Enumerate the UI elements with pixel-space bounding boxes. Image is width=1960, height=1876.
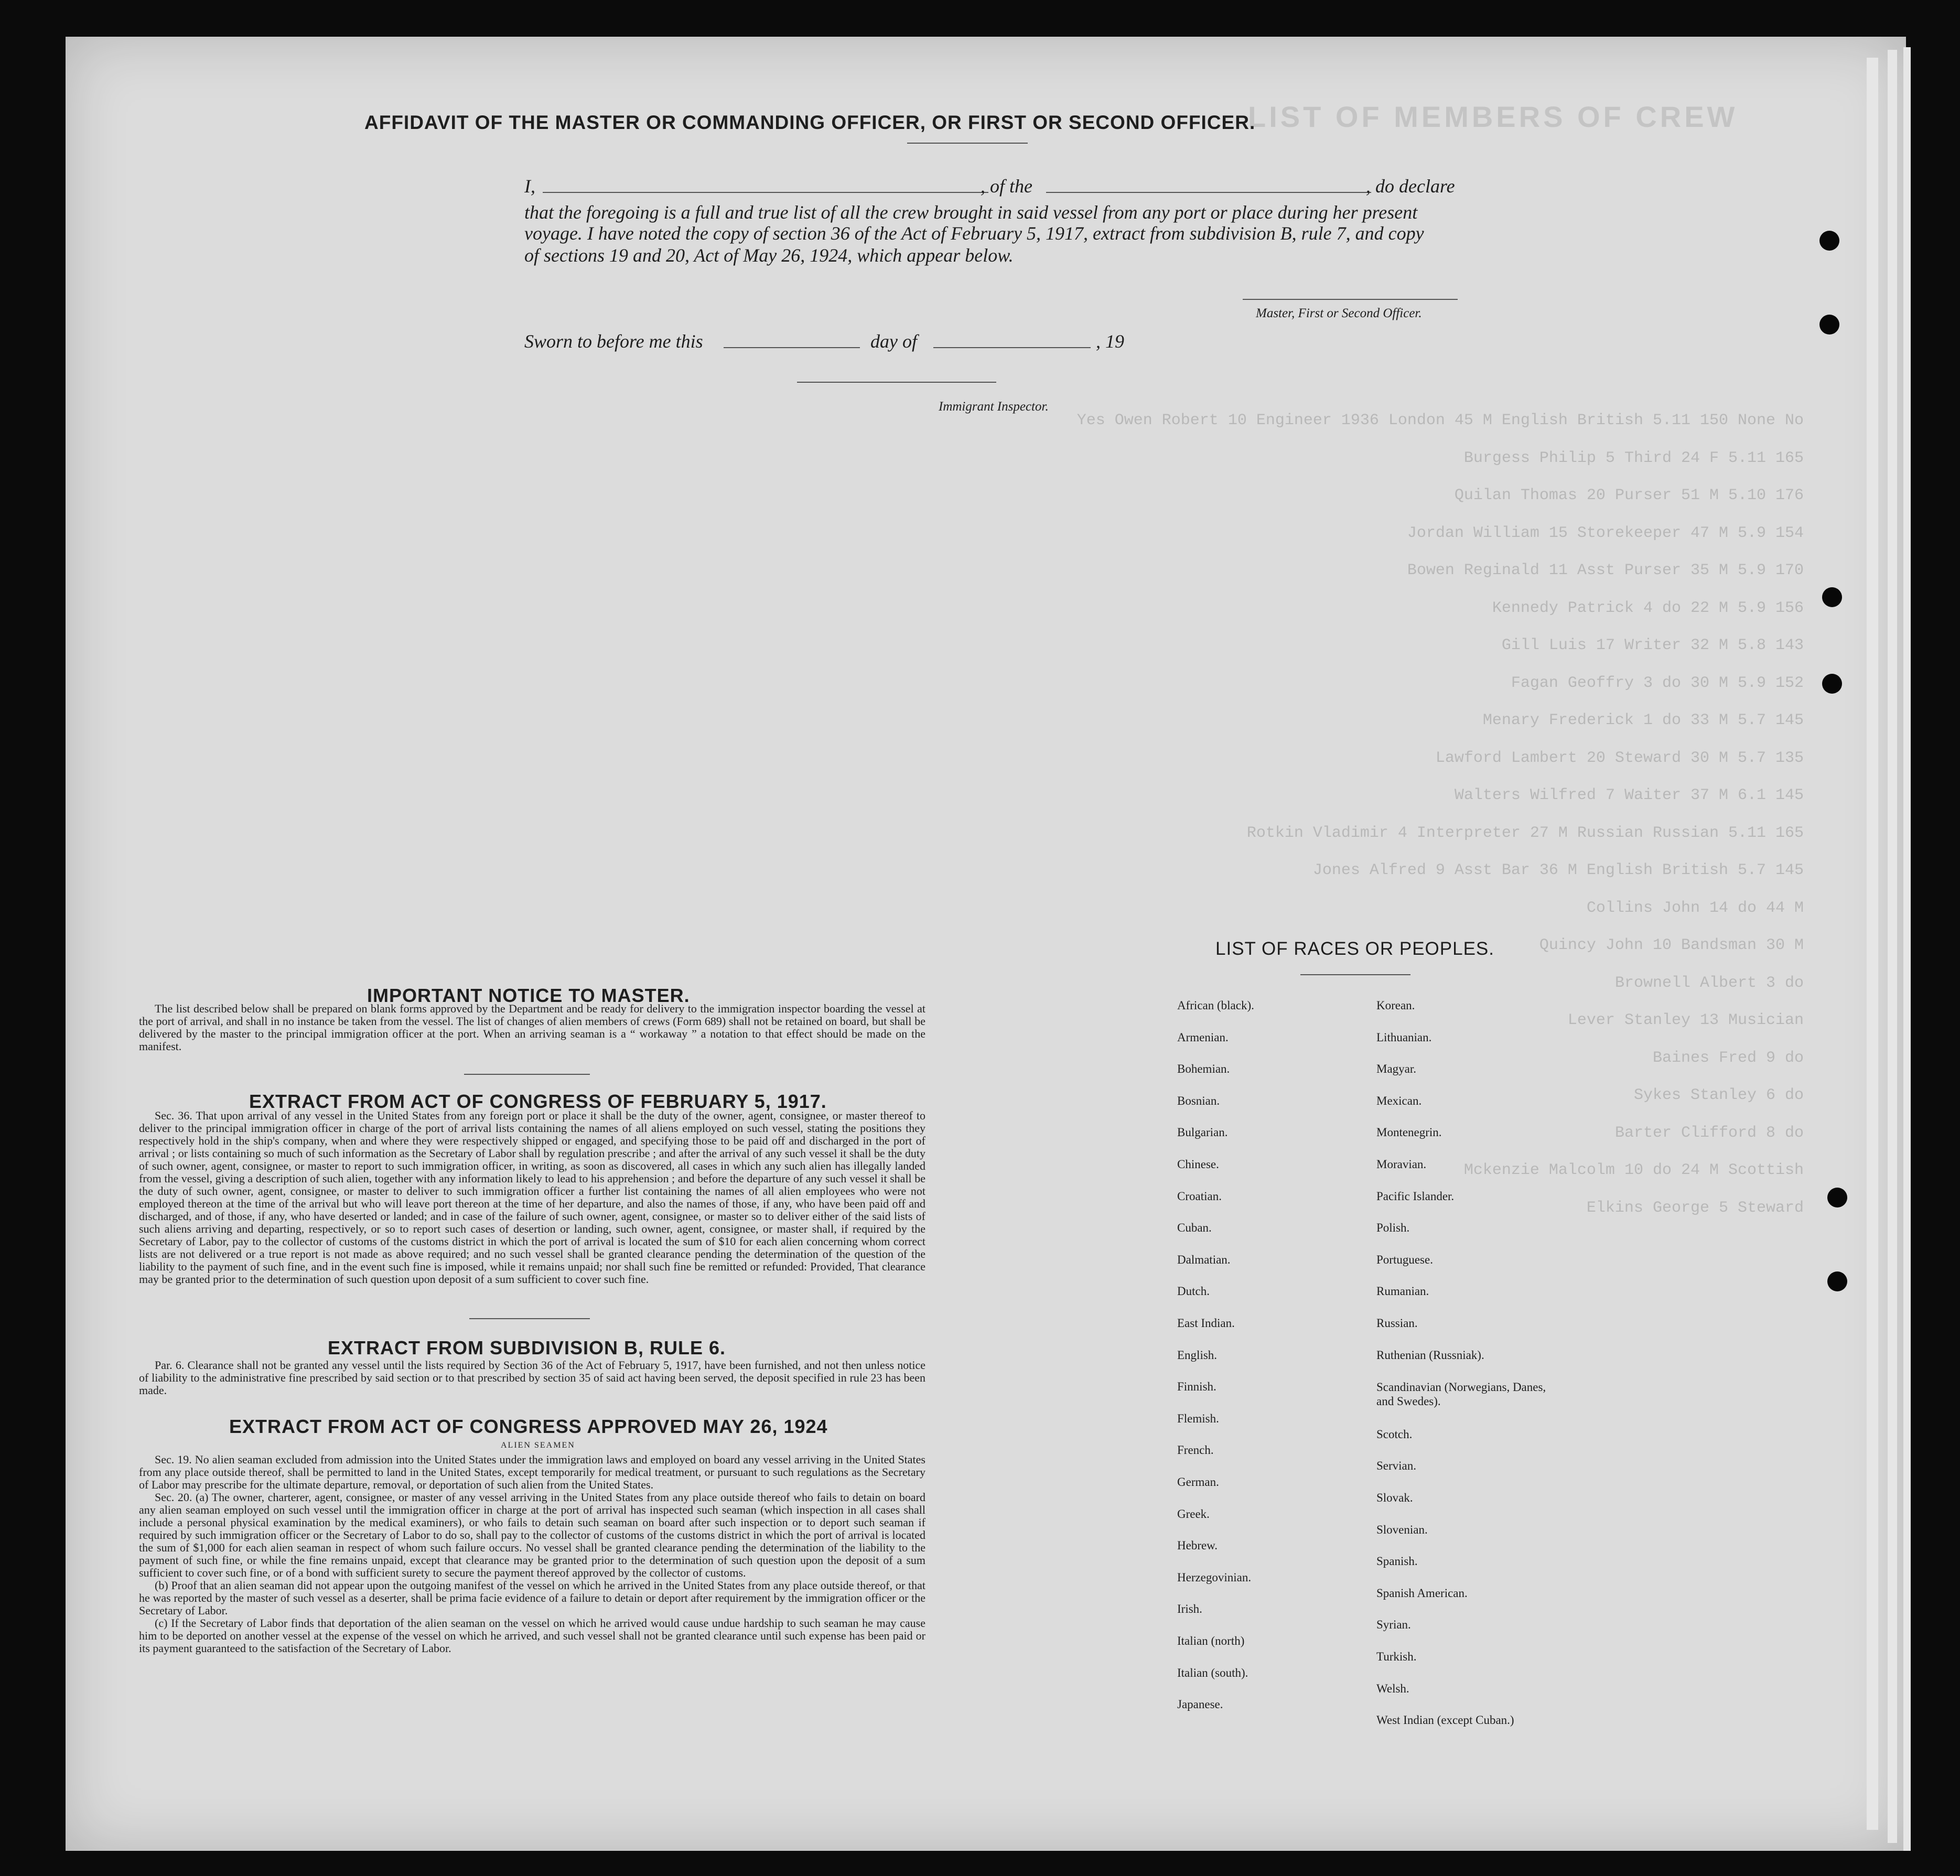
bleed-through-row: Quilan Thomas 20 Purser 51 M 5.10 176 <box>1454 487 1804 504</box>
race-item: Italian (north) <box>1177 1634 1245 1647</box>
affidavit-i-label: I, <box>524 176 535 197</box>
master-signature-line[interactable] <box>1243 299 1458 300</box>
race-item: Russian. <box>1376 1317 1418 1330</box>
bleed-through-row: Burgess Philip 5 Third 24 F 5.11 165 <box>1463 449 1804 467</box>
bleed-through-row: Yes Owen Robert 10 Engineer 1936 London 45 M English British 5.11 150 None No <box>1076 412 1804 429</box>
race-item: German. <box>1177 1475 1219 1489</box>
race-item: Scotch. <box>1376 1427 1413 1441</box>
affidavit-line-3: voyage. I have noted the copy of section 36 of the Act of February 5, 1917, extract from subdivision B, rule 7, and copy <box>524 223 1424 244</box>
race-item: Polish. <box>1376 1221 1410 1235</box>
affidavit-of-the-label: , of the <box>981 176 1032 197</box>
sworn-label: Sworn to before me this <box>524 331 703 352</box>
race-item: Japanese. <box>1177 1698 1223 1711</box>
races-title: LIST OF RACES OR PEOPLES. <box>1215 939 1495 959</box>
bleed-through-header: LIST OF MEMBERS OF CREW <box>1248 100 1738 133</box>
bleed-through-row: Rotkin Vladimir 4 Interpreter 27 M Russian Russian 5.11 165 <box>1246 824 1804 842</box>
bleed-through-row: Sykes Stanley 6 do <box>1633 1086 1804 1104</box>
affidavit-line-2: that the foregoing is a full and true list of all the crew brought in said vessel from any port or place during her present <box>524 202 1418 223</box>
notice-text <box>139 1002 925 1053</box>
bleed-through-row: Brownell Albert 3 do <box>1614 974 1804 992</box>
extract-1924-subtitle: ALIEN SEAMEN <box>501 1441 575 1450</box>
sec-20b-paragraph: (b) Proof that an alien seaman did not appear upon the outgoing manifest of the vessel on which he arrived in the United States from any place outside thereof, or that he was reported by the master of such vessel as a deserter, shall be prima facie evidence of a failure to detain or deport after requirement by the immigration officer or the Secretary of Labor. <box>139 1579 925 1617</box>
race-item: Moravian. <box>1376 1158 1427 1171</box>
race-item: Spanish American. <box>1376 1586 1468 1600</box>
bleed-through-row: Bowen Reginald 11 Asst Purser 35 M 5.9 170 <box>1407 562 1804 579</box>
race-item: West Indian (except Cuban.) <box>1376 1713 1514 1727</box>
race-item: Italian (south). <box>1177 1666 1248 1679</box>
bleed-through-row: Lever Stanley 13 Musician <box>1567 1011 1804 1029</box>
race-item: Pacific Islander. <box>1376 1189 1455 1203</box>
divider <box>907 143 1028 144</box>
rule-6-text <box>139 1359 925 1397</box>
rule-6-paragraph: Par. 6. Clearance shall not be granted any vessel until the lists required by Section 36 of the Act of February 5, 1917, have been furnished, and not then unless notice of liability to the administrative fine prescribed by said section or to that prescribed by section 35 of said act having been served, the deposit specified in rule 23 has been made. <box>139 1359 925 1397</box>
race-item: Portuguese. <box>1376 1253 1433 1266</box>
race-item: Irish. <box>1177 1602 1202 1616</box>
race-item: East Indian. <box>1177 1317 1235 1330</box>
race-item: French. <box>1177 1443 1214 1457</box>
race-item: Slovenian. <box>1376 1523 1428 1536</box>
race-item: Spanish. <box>1376 1555 1418 1568</box>
race-item: Turkish. <box>1376 1650 1417 1663</box>
sworn-day-field[interactable] <box>724 347 860 348</box>
sec-36-paragraph: Sec. 36. That upon arrival of any vessel in the United States from any foreign port or place it shall be the duty of the owner, agent, consignee, or master thereof to deliver to the principal immigration officer in charge of the port of arrival lists containing the names of all aliens employed on such vessel, stating the positions they respectively hold in the ship's company, when and where they were respectively shipped or engaged, and specifying those to be paid off and discharged in the port of arrival ; or lists containing so much of such information as the Secretary of Labor shall by regulation prescribe ; and after the arrival of any such vessel it shall be the duty of such owner, agent, consignee, or master to report to such immigration officer, in writing, as soon as discovered, all cases in which any such alien has illegally landed from the vessel, giving a description of such alien, together with any information likely to lead to his apprehension ; and before the departure of any such vessel it shall be the duty of such owner, agent, consignee, or master to deliver to such immigration officer a further list containing the names of all alien employees who were not employed thereon at the time of the arrival but who will leave port thereon at the time of her departure, and also the names of those, if any, who have been paid off and discharged, and of those, if any, who have deserted or landed; and in case of the failure of such owner, agent, consignee, or master so to deliver either of the said lists of such aliens arriving and departing, respectively, or so to report such cases of desertion or landing, such owner, agent, consignee, or master shall, if required by the Secretary of Labor, pay to the collector of customs of the customs district in which the port of arrival is located the sum of $10 for each alien concerning whom correct lists are not delivered or a true report is not made as above required; and no such vessel shall be granted clearance pending the determination of the question of the liability to the payment of such fine, and in the event such fine is imposed, while it remains unpaid; nor shall such fine be remitted or refunded: Provided, That clearance may be granted prior to the determination of such question upon deposit of a sum sufficient to cover such fine. <box>139 1109 925 1286</box>
race-item: Herzegovinian. <box>1177 1570 1252 1584</box>
inspector-label: Immigrant Inspector. <box>939 400 1049 414</box>
race-item: Flemish. <box>1177 1411 1219 1425</box>
race-item: Servian. <box>1376 1459 1417 1473</box>
bleed-through-row: Quincy John 10 Bandsman 30 M <box>1539 936 1804 954</box>
name-field[interactable] <box>543 192 988 193</box>
master-signature-label: Master, First or Second Officer. <box>1256 306 1422 320</box>
race-item: Scandinavian (Norwegians, Danes, and Swedes). <box>1376 1381 1546 1408</box>
page-edge <box>1867 58 1878 1830</box>
bleed-through-row: Kennedy Patrick 4 do 22 M 5.9 156 <box>1492 599 1804 617</box>
race-item: Cuban. <box>1177 1221 1212 1235</box>
bleed-through-row: Collins John 14 do 44 M <box>1586 899 1804 917</box>
bleed-through-row: Walters Wilfred 7 Waiter 37 M 6.1 145 <box>1454 786 1804 804</box>
vessel-field[interactable] <box>1046 192 1371 193</box>
affidavit-line-4: of sections 19 and 20, Act of May 26, 1924, which appear below. <box>524 245 1014 266</box>
race-item: Finnish. <box>1177 1380 1216 1394</box>
extract-1917-title: EXTRACT FROM ACT OF CONGRESS OF FEBRUARY 5, 1917. <box>249 1091 827 1112</box>
binder-hole <box>1819 231 1839 251</box>
race-item: Lithuanian. <box>1376 1030 1432 1044</box>
sec-20c-paragraph: (c) If the Secretary of Labor finds that deportation of the alien seaman on the vessel on which he arrived would cause undue hardship to such seaman he may cause him to be deported on another vessel at the expense of the vessel on which he arrived, and such vessel shall not be granted clearance until such expense has been paid or its payment guaranteed to the satisfaction of the Secretary of Labor. <box>139 1616 925 1655</box>
race-item: Syrian. <box>1376 1618 1411 1632</box>
bleed-through-row: Lawford Lambert 20 Steward 30 M 5.7 135 <box>1435 749 1804 767</box>
affidavit-declare-label: , do declare <box>1366 176 1455 197</box>
race-item: Mexican. <box>1376 1094 1422 1107</box>
extract-1924-text <box>139 1453 925 1655</box>
sworn-month-field[interactable] <box>933 347 1091 348</box>
race-item: Bosnian. <box>1177 1094 1220 1107</box>
race-item: African (black). <box>1177 999 1254 1012</box>
divider <box>1300 974 1410 975</box>
binder-hole <box>1827 1271 1847 1291</box>
extract-1924-title: EXTRACT FROM ACT OF CONGRESS APPROVED MAY 26, 1924 <box>229 1416 828 1437</box>
bleed-through-row: Menary Frederick 1 do 33 M 5.7 145 <box>1482 711 1804 729</box>
page-edge <box>1888 50 1897 1843</box>
notice-title: IMPORTANT NOTICE TO MASTER. <box>367 985 690 1006</box>
race-item: Bohemian. <box>1177 1062 1230 1076</box>
bleed-through-row: Fagan Geoffry 3 do 30 M 5.9 152 <box>1511 674 1804 692</box>
binder-hole <box>1827 1188 1847 1207</box>
race-item: Greek. <box>1177 1507 1210 1521</box>
binder-hole <box>1819 315 1839 335</box>
notice-paragraph: The list described below shall be prepared on blank forms approved by the Department and be ready for delivery to the immigration inspector boarding the vessel at the port of arrival, and shall in no instance be taken from the vessel. The list of changes of alien members of crews (Form 689) shall not be retained on board, but shall be delivered by the master to the principal immigration officer at the port. When an arriving seaman is a “ workaway ” a notation to that effect should be made on the manifest. <box>139 1002 925 1053</box>
divider <box>469 1318 590 1319</box>
race-item: Welsh. <box>1376 1681 1409 1695</box>
race-item: Dalmatian. <box>1177 1253 1231 1266</box>
binder-hole <box>1822 587 1842 607</box>
affidavit-title: AFFIDAVIT OF THE MASTER OR COMMANDING OFFICER, OR FIRST OR SECOND OFFICER. <box>364 112 1256 133</box>
bleed-through-row: Barter Clifford 8 do <box>1614 1124 1804 1142</box>
race-item: Montenegrin. <box>1376 1126 1442 1139</box>
race-item: Slovak. <box>1376 1491 1413 1504</box>
race-item: Ruthenian (Russniak). <box>1376 1348 1484 1362</box>
race-item: English. <box>1177 1348 1218 1362</box>
race-item: Rumanian. <box>1376 1285 1429 1298</box>
bleed-through-row: Mckenzie Malcolm 10 do 24 M Scottish <box>1463 1161 1804 1179</box>
rule-6-title: EXTRACT FROM SUBDIVISION B, RULE 6. <box>328 1337 726 1359</box>
bleed-through-row: Baines Fred 9 do <box>1652 1049 1804 1067</box>
day-of-label: day of <box>870 331 917 352</box>
race-item: Chinese. <box>1177 1158 1219 1171</box>
binder-hole <box>1822 674 1842 694</box>
bleed-through-row: Jordan William 15 Storekeeper 47 M 5.9 154 <box>1407 524 1804 542</box>
page-edge <box>1903 47 1911 1851</box>
race-item: Bulgarian. <box>1177 1126 1228 1139</box>
race-item: Korean. <box>1376 999 1415 1012</box>
bleed-through-row: Elkins George 5 Steward <box>1586 1199 1804 1217</box>
sec-20a-paragraph: Sec. 20. (a) The owner, charterer, agent, consignee, or master of any vessel arriving in the United States from any place outside thereof who fails to detain on board any alien seaman employed on such vessel until the immigration officer in charge at the port of arrival has inspected such seaman (which inspection in all cases shall include a personal physical examination by the medical examiners), or who fails to detain such seaman on board after such inspection or to deport such seaman if required by such immigration officer or the Secretary of Labor to do so, shall pay to the collector of customs of the customs district in which the port of arrival is located the sum of $1,000 for each alien seaman in respect of whom such failure occurs. No vessel shall be granted clearance pending the determination of the liability to the payment of such fine, or while the fine remains unpaid, except that clearance may be granted prior to the determination of such question upon the deposit of a sum sufficient to cover such fine, or of a bond with sufficient surety to secure the payment thereof approved by the collector of customs. <box>139 1491 925 1579</box>
race-item: Armenian. <box>1177 1030 1229 1044</box>
sec-19-paragraph: Sec. 19. No alien seaman excluded from admission into the United States under the immigration laws and employed on board any vessel arriving in the United States from any place outside thereof, shall be permitted to land in the United States, except temporarily for medical treatment, or pursuant to such regulations as the Secretary of Labor may prescribe for the ultimate departure, removal, or deportation of such alien from the United States. <box>139 1453 925 1491</box>
year-label: , 19 <box>1096 331 1124 352</box>
divider <box>464 1074 590 1075</box>
race-item: Croatian. <box>1177 1189 1222 1203</box>
race-item: Hebrew. <box>1177 1539 1218 1552</box>
bleed-through-row: Jones Alfred 9 Asst Bar 36 M English British 5.7 145 <box>1312 861 1804 879</box>
race-item: Magyar. <box>1376 1062 1417 1076</box>
extract-1917-text <box>139 1109 925 1286</box>
race-item: Dutch. <box>1177 1285 1210 1298</box>
inspector-signature-line[interactable] <box>797 382 996 383</box>
bleed-through-row: Gill Luis 17 Writer 32 M 5.8 143 <box>1501 637 1804 654</box>
